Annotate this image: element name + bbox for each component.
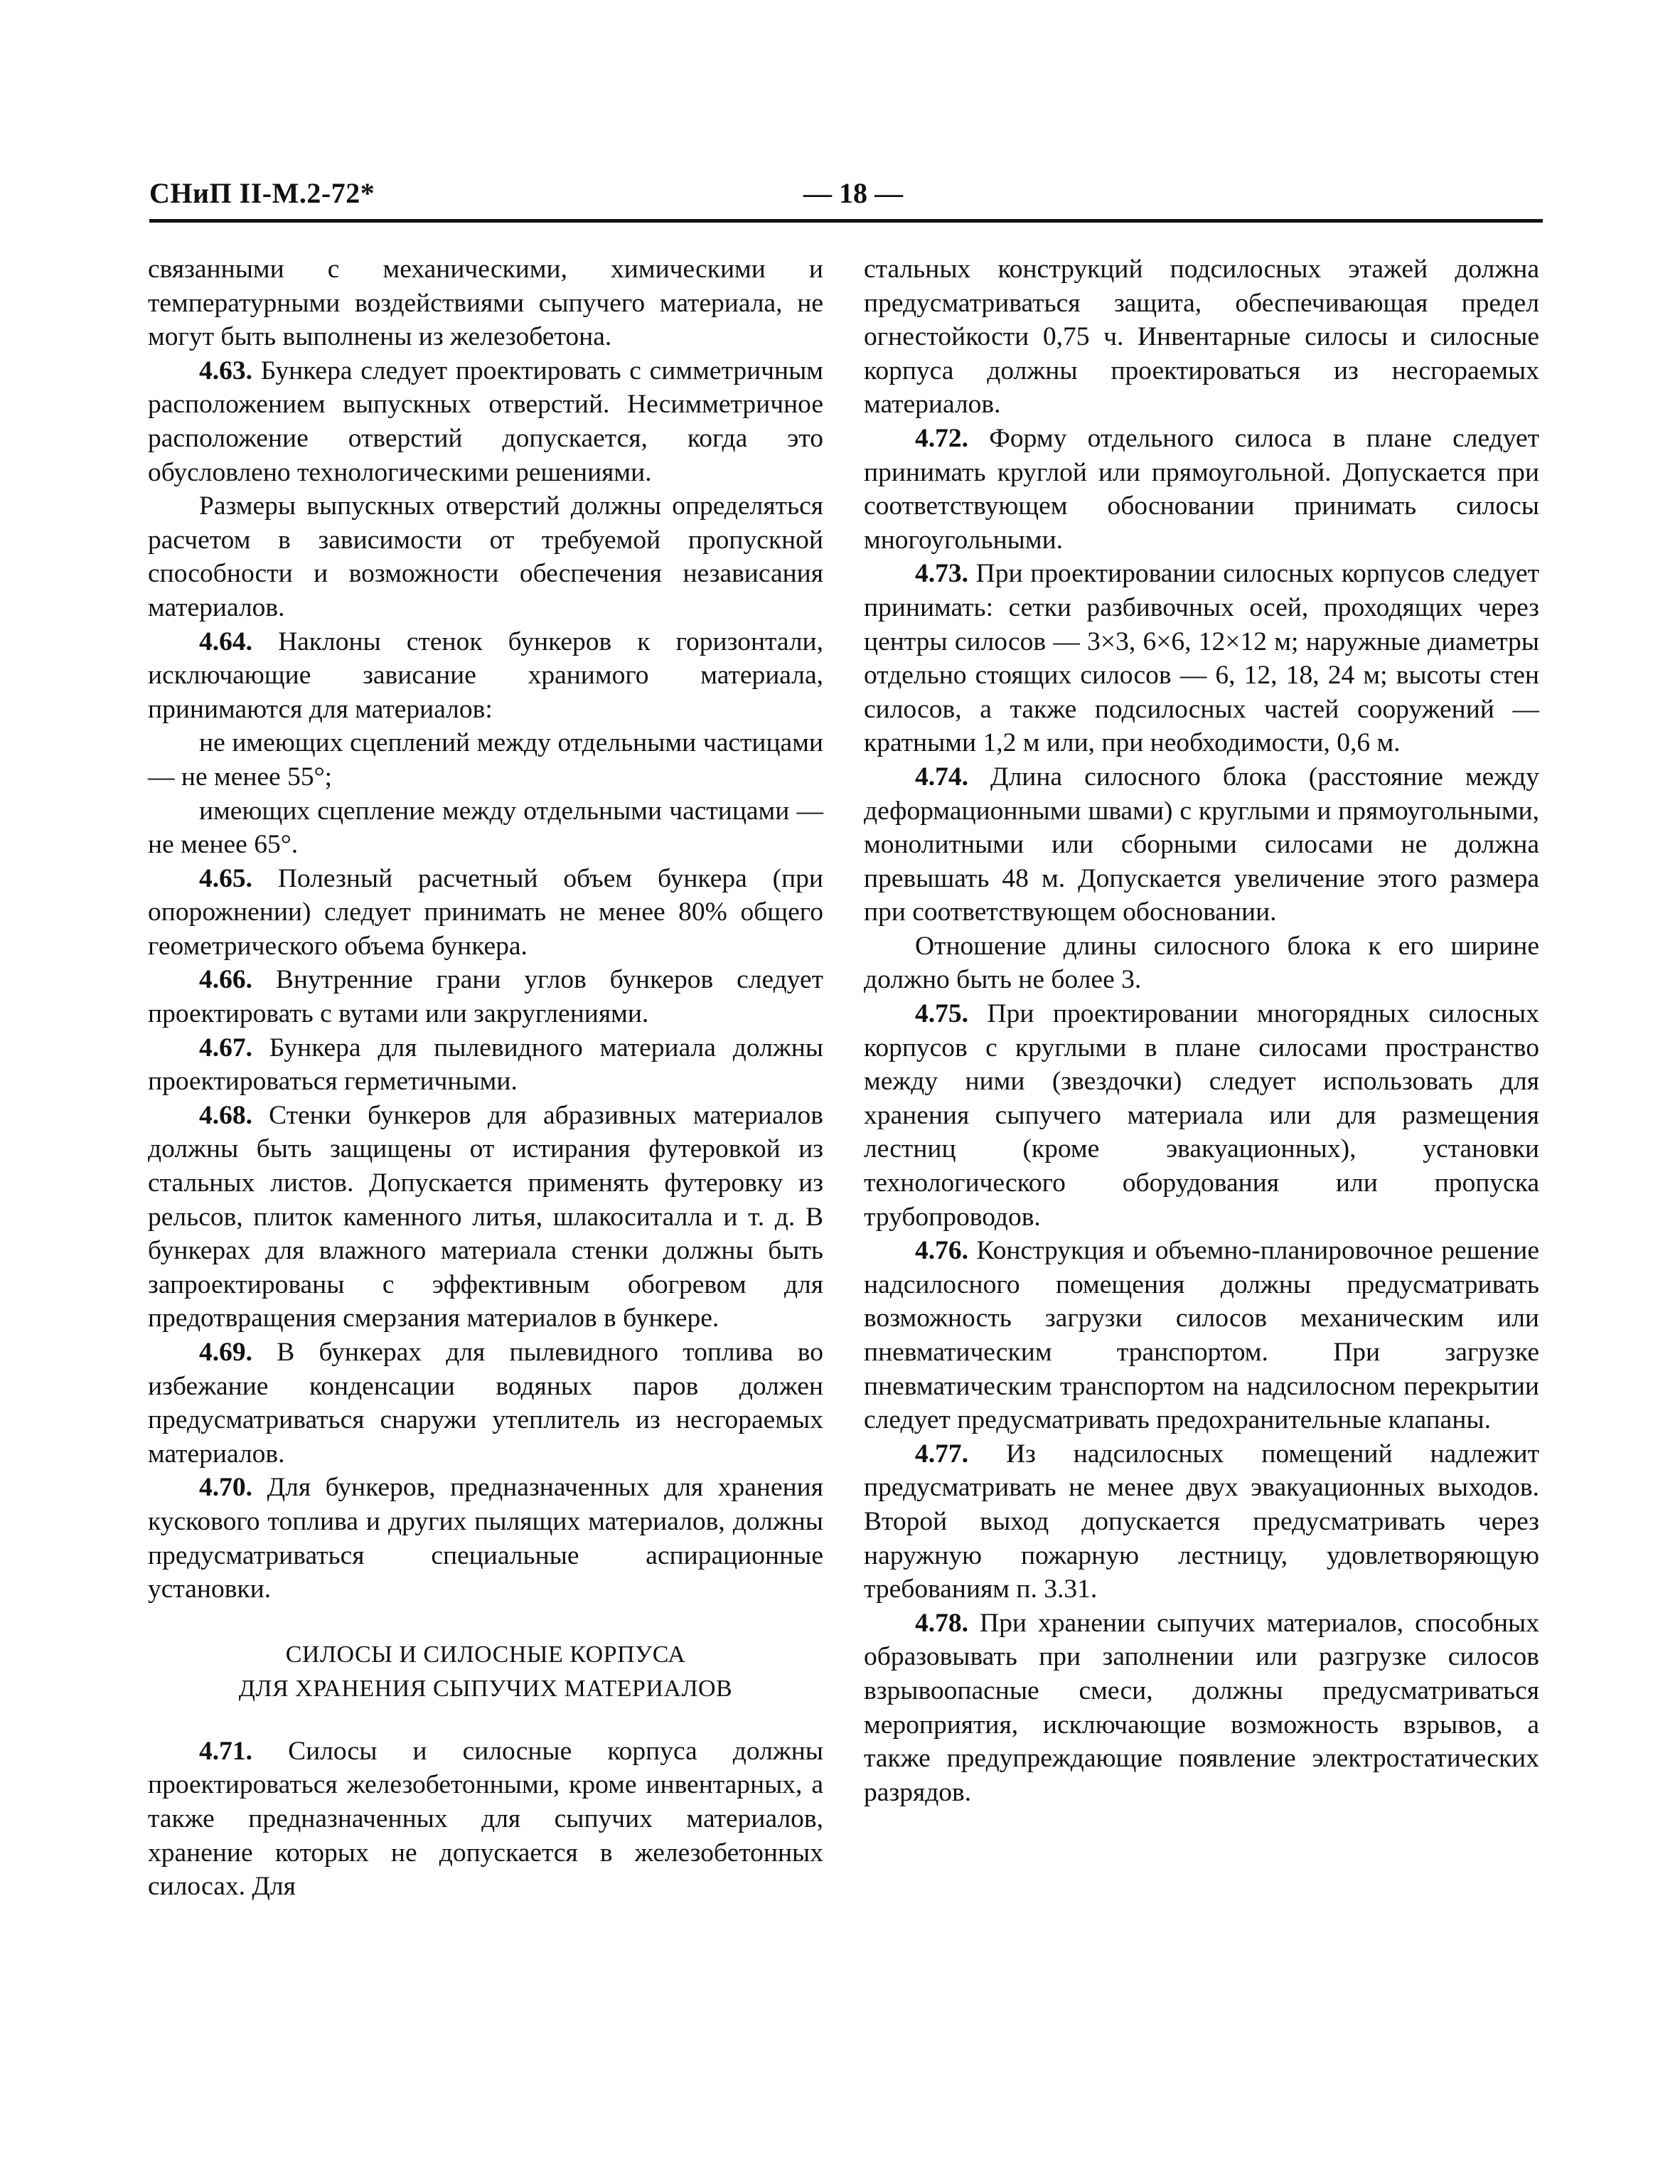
clause-text: При проектировании многорядных силосных корпусов с круглыми в плане силосами пространство между ними (звездочки) следует использовать для хранения сыпучего материала или для размещения лестниц (кроме эвакуационных), установки технологического оборудования или пропуска трубопроводов. — [864, 999, 1539, 1232]
paragraph-continuation — [148, 252, 823, 354]
list-item-text: имеющих сцепление между отдельными частицами — не менее 65°. — [148, 796, 823, 860]
clause-text: Бункера для пылевидного материала должны проектироваться герметичными. — [148, 1033, 823, 1097]
left-column — [148, 252, 823, 1904]
clause-text: Наклоны стенок бункеров к горизонтали, исключающие зависание хранимого материала, принимаются для материалов: — [148, 627, 823, 724]
header-rule — [149, 219, 1543, 223]
clause-text: В бункерах для пылевидного топлива во избежание конденсации водяных паров должен предусматриваться снаружи утеплитель из несгораемых материалов. — [148, 1338, 823, 1469]
document-code: СНиП II-М.2-72* — [149, 177, 375, 209]
paragraph — [148, 489, 823, 624]
clause-4-65 — [148, 862, 823, 964]
clause-4-73 — [864, 557, 1539, 760]
clause-4-68 — [148, 1099, 823, 1336]
clause-text: При проектировании силосных корпусов следует принимать: сетки разбивочных осей, проходящих через центры силосов — 3×3, 6×6, 12×12 м; наружные диаметры отдельно стоящих силосов — 6, 12, 18, 24 м; высоты стен силосов, а также подсилосных частей сооружений — кратными 1,2 м или, при необходимости, 0,6 м. — [864, 559, 1539, 758]
clause-text: Силосы и силосные корпуса должны проектироваться железобетонными, кроме инвентарных, а также предназначенных для сыпучих материалов, хранение которых не допускается в железобетонных силосах. Для — [148, 1736, 823, 1902]
clause-number: 4.71. — [199, 1736, 252, 1766]
clause-text: Конструкция и объемно-планировочное решение надсилосного помещения должны предусматривать возможность загрузки силосов механическим или пневматическим транспортом. При загрузке пневматическим транспортом на надсилосном перекрытии следует предусматривать предохранительные клапаны. — [864, 1236, 1539, 1435]
section-heading — [148, 1638, 823, 1706]
clause-4-71 — [148, 1735, 823, 1904]
clause-text: Из надсилосных помещений надлежит предусматривать не менее двух эвакуационных выходов. Второй выход допускается предусматривать через наружную пожарную лестницу, удовлетворяющую требованиям п. 3.31. — [864, 1439, 1539, 1604]
clause-text: Стенки бункеров для абразивных материалов должны быть защищены от истирания футеровкой из стальных листов. Допускается применять футеровку из рельсов, плиток каменного литья, шлакоситалла и т. д. В бункерах для влажного материала стенки должны быть запроектированы с эффективным обогревом для предотвращения смерзания материалов в бункере. — [148, 1100, 823, 1333]
paragraph-text: связанными с механическими, химическими и температурными воздействиями сыпучего материала, не могут быть выполнены из железобетона. — [148, 255, 823, 352]
clause-number: 4.75. — [915, 999, 968, 1029]
clause-4-75 — [864, 997, 1539, 1234]
clause-text: Полезный расчетный объем бункера (при опорожнении) следует принимать не менее 80% общего геометрического объема бункера. — [148, 863, 823, 961]
paragraph-text: стальных конструкций подсилосных этажей должна предусматриваться защита, обеспечивающая предел огнестойкости 0,75 ч. Инвентарные силосы и силосные корпуса должны проектироваться из несгораемых материалов. — [864, 255, 1539, 420]
clause-number: 4.65. — [199, 863, 252, 893]
clause-4-72 — [864, 422, 1539, 557]
clause-number: 4.63. — [199, 356, 252, 385]
clause-text: Внутренние грани углов бункеров следует проектировать с вутами или закруглениями. — [148, 965, 823, 1029]
clause-4-76 — [864, 1234, 1539, 1437]
clause-number: 4.73. — [915, 559, 968, 589]
clause-4-77 — [864, 1437, 1539, 1607]
page-number: — 18 — — [803, 177, 903, 209]
clause-number: 4.68. — [199, 1100, 252, 1130]
clause-4-63 — [148, 354, 823, 489]
clause-number: 4.69. — [199, 1338, 252, 1367]
clause-number: 4.76. — [915, 1236, 968, 1266]
clause-4-78 — [864, 1607, 1539, 1810]
paragraph — [864, 929, 1539, 997]
clause-number: 4.66. — [199, 965, 252, 995]
clause-4-69 — [148, 1336, 823, 1471]
clause-number: 4.72. — [915, 423, 968, 453]
paragraph-text: Размеры выпускных отверстий должны определяться расчетом в зависимости от требуемой пропускной способности и возможности обеспечения независания материалов. — [148, 491, 823, 622]
clause-number: 4.77. — [915, 1439, 968, 1469]
paragraph-continuation — [864, 252, 1539, 422]
clause-text: Для бункеров, предназначенных для хранения кускового топлива и других пылящих материалов, должны предусматриваться специальные аспирационные установки. — [148, 1473, 823, 1604]
clause-number: 4.64. — [199, 627, 252, 656]
clause-4-74 — [864, 760, 1539, 929]
right-column — [864, 252, 1539, 1809]
section-heading-line: ДЛЯ ХРАНЕНИЯ СЫПУЧИХ МАТЕРИАЛОВ — [238, 1675, 733, 1702]
clause-4-70 — [148, 1471, 823, 1606]
list-item — [148, 726, 823, 794]
clause-text: Длина силосного блока (расстояние между деформационными швами) с круглыми и прямоугольными, монолитными или сборными силосами не должна превышать 48 м. Допускается увеличение этого размера при соответствующем обосновании. — [864, 762, 1539, 927]
clause-text: Бункера следует проектировать с симметричным расположением выпускных отверстий. Несимметричное расположение отверстий допускается, когда это обусловлено технологическими решениями. — [148, 356, 823, 487]
clause-number: 4.67. — [199, 1033, 252, 1062]
clause-number: 4.74. — [915, 762, 968, 792]
clause-number: 4.70. — [199, 1473, 252, 1503]
list-item-text: не имеющих сцеплений между отдельными частицами — не менее 55°; — [148, 728, 823, 792]
list-item — [148, 794, 823, 862]
clause-4-64 — [148, 625, 823, 727]
clause-4-66 — [148, 963, 823, 1030]
clause-text: Форму отдельного силоса в плане следует принимать круглой или прямоугольной. Допускается при соответствующем обосновании принимать силосы многоугольными. — [864, 423, 1539, 555]
clause-number: 4.78. — [915, 1608, 968, 1638]
section-heading-line: СИЛОСЫ И СИЛОСНЫЕ КОРПУСА — [285, 1641, 686, 1668]
clause-text: При хранении сыпучих материалов, способных образовывать при заполнении или разгрузке силосов взрывоопасные смеси, должны предусматриваться мероприятия, исключающие возможность взрывов, а также предупреждающие появление электростатических разрядов. — [864, 1608, 1539, 1807]
clause-4-67 — [148, 1031, 823, 1099]
paragraph-text: Отношение длины силосного блока к его ширине должно быть не более 3. — [864, 931, 1539, 995]
